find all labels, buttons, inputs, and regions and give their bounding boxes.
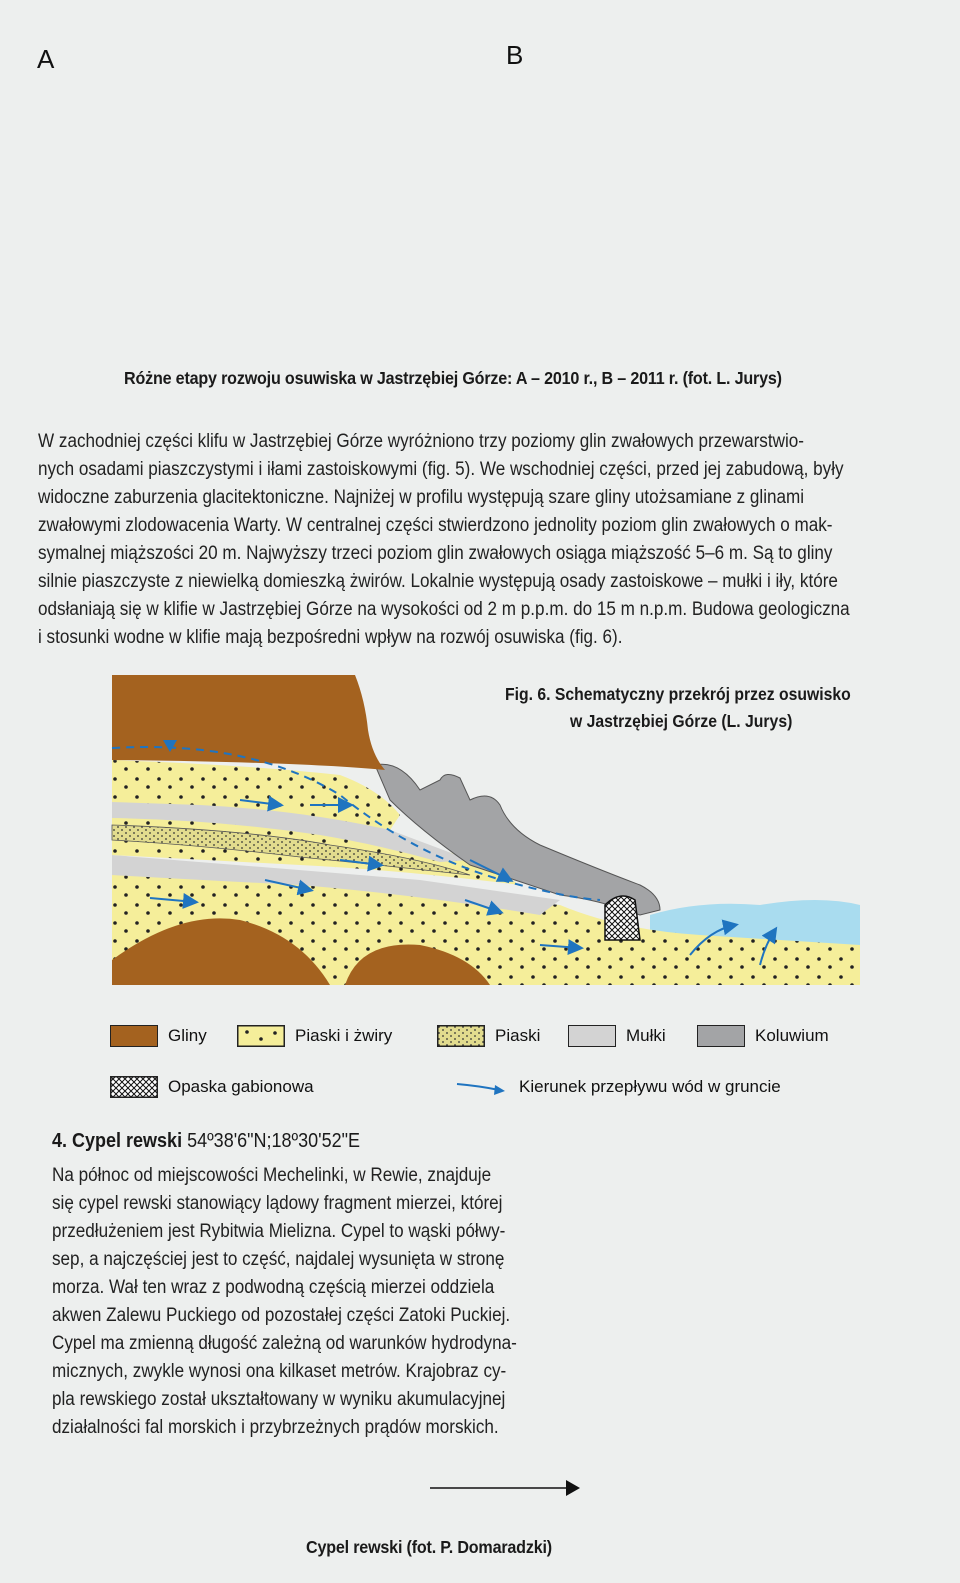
legend-item-piaski-zwiry <box>237 1025 392 1047</box>
paragraph-line: Na północ od miejscowości Mechelinki, w Rewie, znajduje <box>52 1165 492 1186</box>
legend-label: Opaska gabionowa <box>168 1077 314 1096</box>
legend-item-gliny <box>110 1025 207 1047</box>
section-heading <box>52 1130 360 1153</box>
paragraph-line: micznych, zwykle wynosi ona kilkaset metrów. Krajobraz cy- <box>52 1361 507 1382</box>
paragraph-2 <box>52 1162 592 1442</box>
legend-item-koluwium <box>697 1025 829 1047</box>
layer-till-top <box>112 675 385 770</box>
legend-label: Gliny <box>168 1026 207 1045</box>
legend-label: Kierunek przepływu wód w gruncie <box>519 1077 781 1096</box>
paragraph-line: silnie piaszczyste z niewielką domieszką żwirów. Lokalnie występują osady zastoiskowe – mułki i iły, które <box>38 571 838 592</box>
paragraph-line: nych osadami piaszczystymi i iłami zastoiskowymi (fig. 5). We wschodniej części, przed jej zabudową, były <box>38 459 844 480</box>
paragraph-line: i stosunki wodne w klifie mają bezpośredni wpływ na rozwój osuwiska (fig. 6). <box>38 627 623 648</box>
photo-label-b: B <box>506 40 524 70</box>
paragraph-line: symalnej miąższości 20 m. Najwyższy trzeci poziom glin zwałowych osiąga miąższość 5–6 m. Są to gliny <box>38 543 833 564</box>
paragraph-line: akwen Zalewu Puckiego od pozostałej części Zatoki Puckiej. <box>52 1305 511 1326</box>
section-coordinates: 54º38'6"N;18º30'52"E <box>187 1130 361 1152</box>
gabion-wall <box>605 896 640 940</box>
legend-label: Mułki <box>626 1026 666 1045</box>
paragraph-line: działalności fal morskich i przybrzeżnych prądów morskich. <box>52 1417 499 1438</box>
geological-cross-section <box>0 660 960 1120</box>
dark-grey-swatch <box>697 1025 745 1047</box>
paragraph-line: widoczne zaburzenia glacitektoniczne. Najniżej w profilu występują szare gliny utożsamiane z glinami <box>38 487 805 508</box>
figure-subtitle: w Jastrzębiej Górze (L. Jurys) <box>570 711 793 731</box>
figure-title: Fig. 6. Schematyczny przekrój przez osuwisko <box>505 684 851 704</box>
solid-brown-swatch <box>110 1025 158 1047</box>
paragraph-line: Cypel ma zmienną długość zależną od warunków hydrodyna- <box>52 1333 517 1354</box>
legend-item-gabion <box>110 1076 314 1098</box>
paragraph-line: zwałowymi zlodowacenia Warty. W centralnej części stwierdzono jednolity poziom glin zwałowych o mak- <box>38 515 833 536</box>
blue-arrow-icon <box>455 1076 507 1098</box>
yellow-dotted-swatch <box>237 1025 285 1047</box>
legend-label: Koluwium <box>755 1026 829 1045</box>
paragraph-line: sep, a najczęściej jest to część, najdalej wysunięta w stronę <box>52 1249 505 1270</box>
paragraph-line: odsłaniają się w klifie w Jastrzębiej Górze na wysokości od 2 m p.p.m. do 15 m n.p.m. Budowa geologiczna <box>38 599 850 620</box>
legend-label: Piaski <box>495 1026 541 1045</box>
photo-caption-bottom: Cypel rewski (fot. P. Domaradzki) <box>306 1537 552 1557</box>
photo-caption-top: Różne etapy rozwoju osuwiska w Jastrzębiej Górze: A – 2010 r., B – 2011 r. (fot. L. Jurys) <box>124 368 782 388</box>
fine-dotted-swatch <box>437 1025 485 1047</box>
light-grey-swatch <box>568 1025 616 1047</box>
paragraph-line: W zachodniej części klifu w Jastrzębiej Górze wyróżniono trzy poziomy glin zwałowych przewarstwio- <box>38 431 804 452</box>
paragraph-line: pla rewskiego został ukształtowany w wyniku akumulacyjnej <box>52 1389 506 1410</box>
legend-item-flow <box>455 1076 781 1098</box>
paragraph-line: się cypel rewski stanowiący lądowy fragment mierzei, której <box>52 1193 503 1214</box>
paragraph-line: przedłużeniem jest Rybitwia Mielizna. Cypel to wąski półwy- <box>52 1221 506 1242</box>
paragraph-line: morza. Wał ten wraz z podwodną częścią mierzei oddziela <box>52 1277 495 1298</box>
photo-label-a: A <box>37 44 55 74</box>
crosshatch-swatch <box>110 1076 158 1098</box>
legend-item-mulki <box>568 1025 666 1047</box>
legend-label: Piaski i żwiry <box>295 1026 393 1045</box>
paragraph-1 <box>38 428 922 652</box>
section-title: 4. Cypel rewski <box>52 1130 183 1152</box>
legend-item-piaski <box>437 1025 540 1047</box>
right-arrow-icon <box>430 1478 582 1498</box>
